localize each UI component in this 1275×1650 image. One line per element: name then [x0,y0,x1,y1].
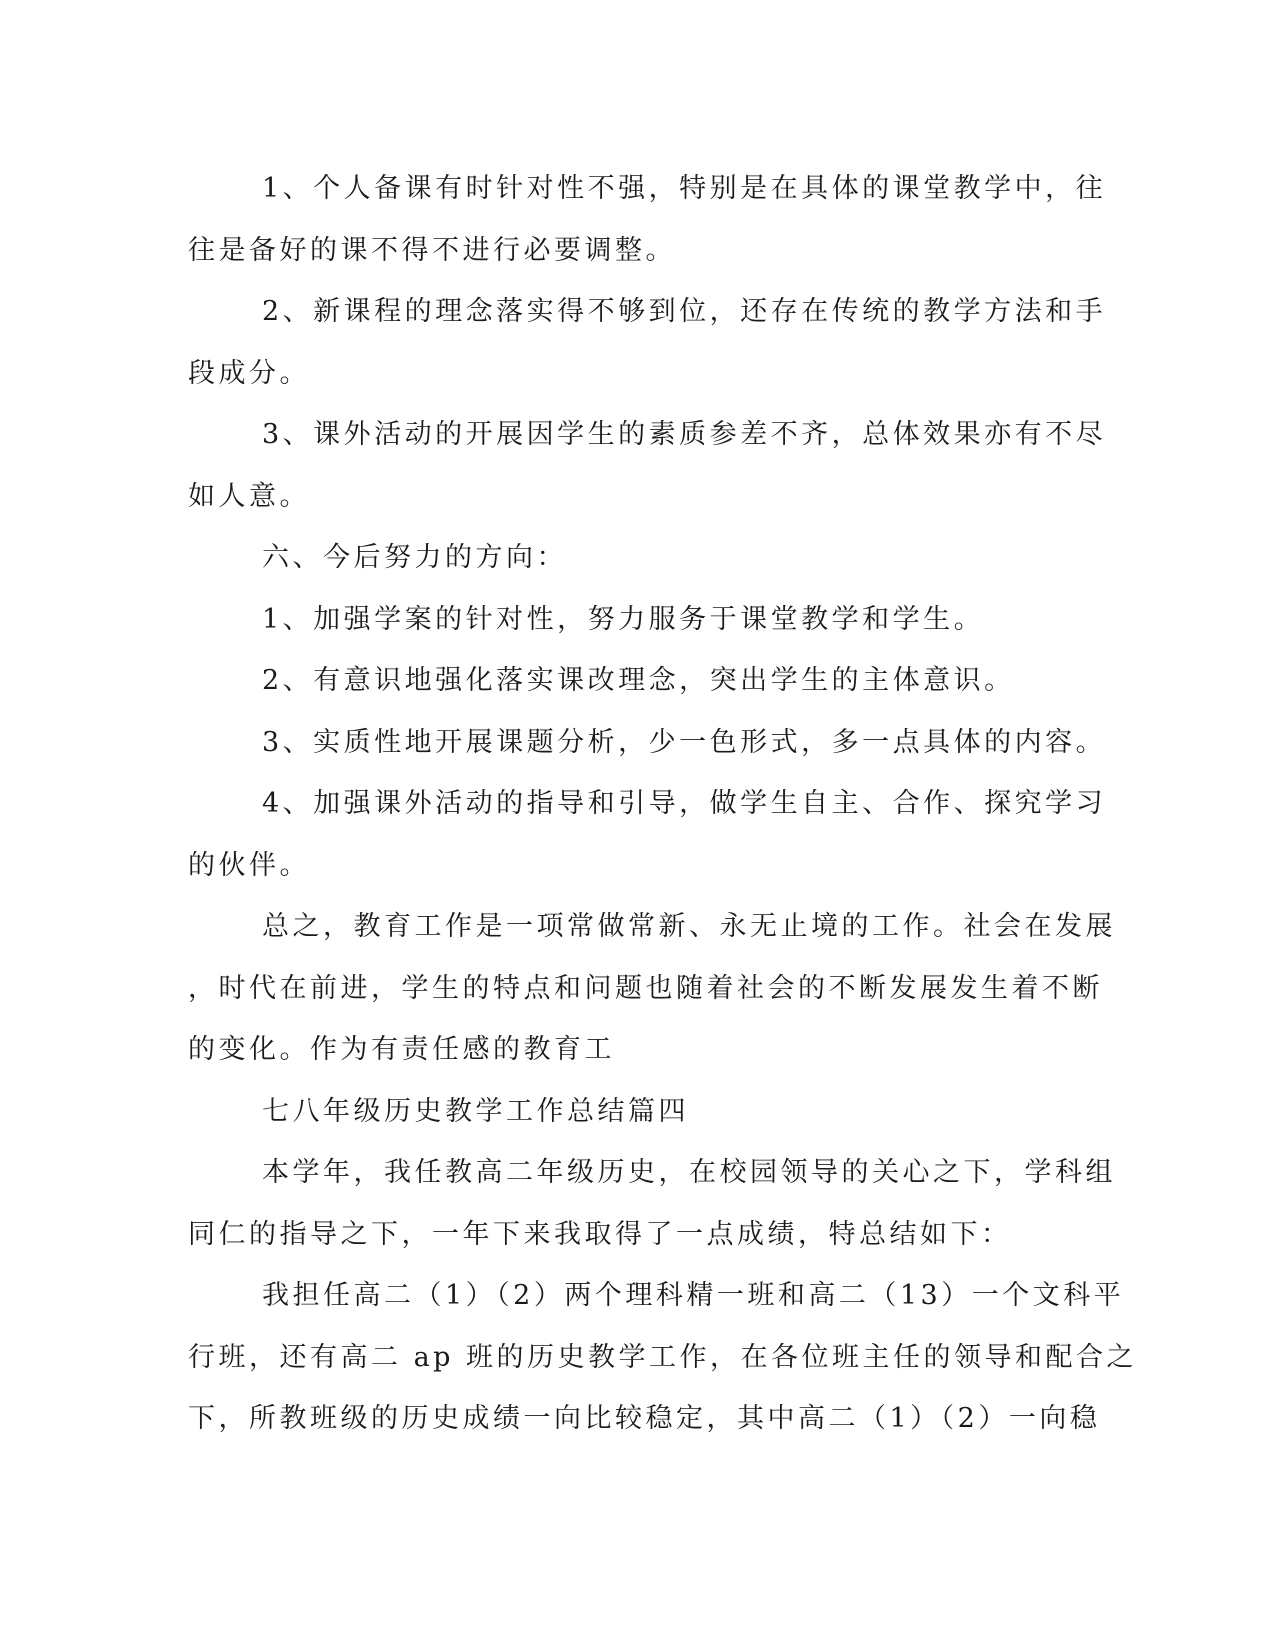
text-line: 往是备好的课不得不进行必要调整。 [188,234,676,266]
text-line: 3、实质性地开展课题分析，少一色形式，多一点具体的内容。 [262,726,1107,758]
text-line: 总之，教育工作是一项常做常新、永无止境的工作。社会在发展 [262,911,1116,942]
text-line: 如人意。 [188,480,310,512]
document-body [188,158,1138,1450]
text-line: 1、加强学案的针对性，努力服务于课堂教学和学生。 [262,603,985,635]
text-line: 行班，还有高二 ap 班的历史教学工作，在各位班主任的领导和配合之 [188,1341,1138,1373]
text-line: 本学年，我任教高二年级历史，在校园领导的关心之下，学科组 [262,1157,1116,1188]
article-title: 七八年级历史教学工作总结篇四 [262,1095,689,1127]
text-line: 1、个人备课有时针对性不强，特别是在具体的课堂教学中，往 [262,173,1107,204]
text-line: 2、新课程的理念落实得不够到位，还存在传统的教学方法和手 [262,296,1107,327]
text-line: 段成分。 [188,357,310,389]
text-line: 的变化。作为有责任感的教育工 [188,1034,615,1065]
text-line: 下，所教班级的历史成绩一向比较稳定，其中高二（1）（2）一向稳 [188,1403,1101,1434]
text-line: 的伙伴。 [188,849,310,881]
text-line: 2、有意识地强化落实课改理念，突出学生的主体意识。 [262,665,1015,696]
section-heading: 六、今后努力的方向： [262,542,567,573]
text-line: 4、加强课外活动的指导和引导，做学生自主、合作、探究学习 [262,788,1107,819]
text-line: 3、课外活动的开展因学生的素质参差不齐，总体效果亦有不尽 [262,419,1107,450]
text-line: 我担任高二（1）（2）两个理科精一班和高二（13）一个文科平 [262,1280,1125,1311]
text-line: 同仁的指导之下，一年下来我取得了一点成绩，特总结如下： [188,1218,1012,1250]
text-line: ，时代在前进，学生的特点和问题也随着社会的不断发展发生着不断 [188,972,1103,1004]
